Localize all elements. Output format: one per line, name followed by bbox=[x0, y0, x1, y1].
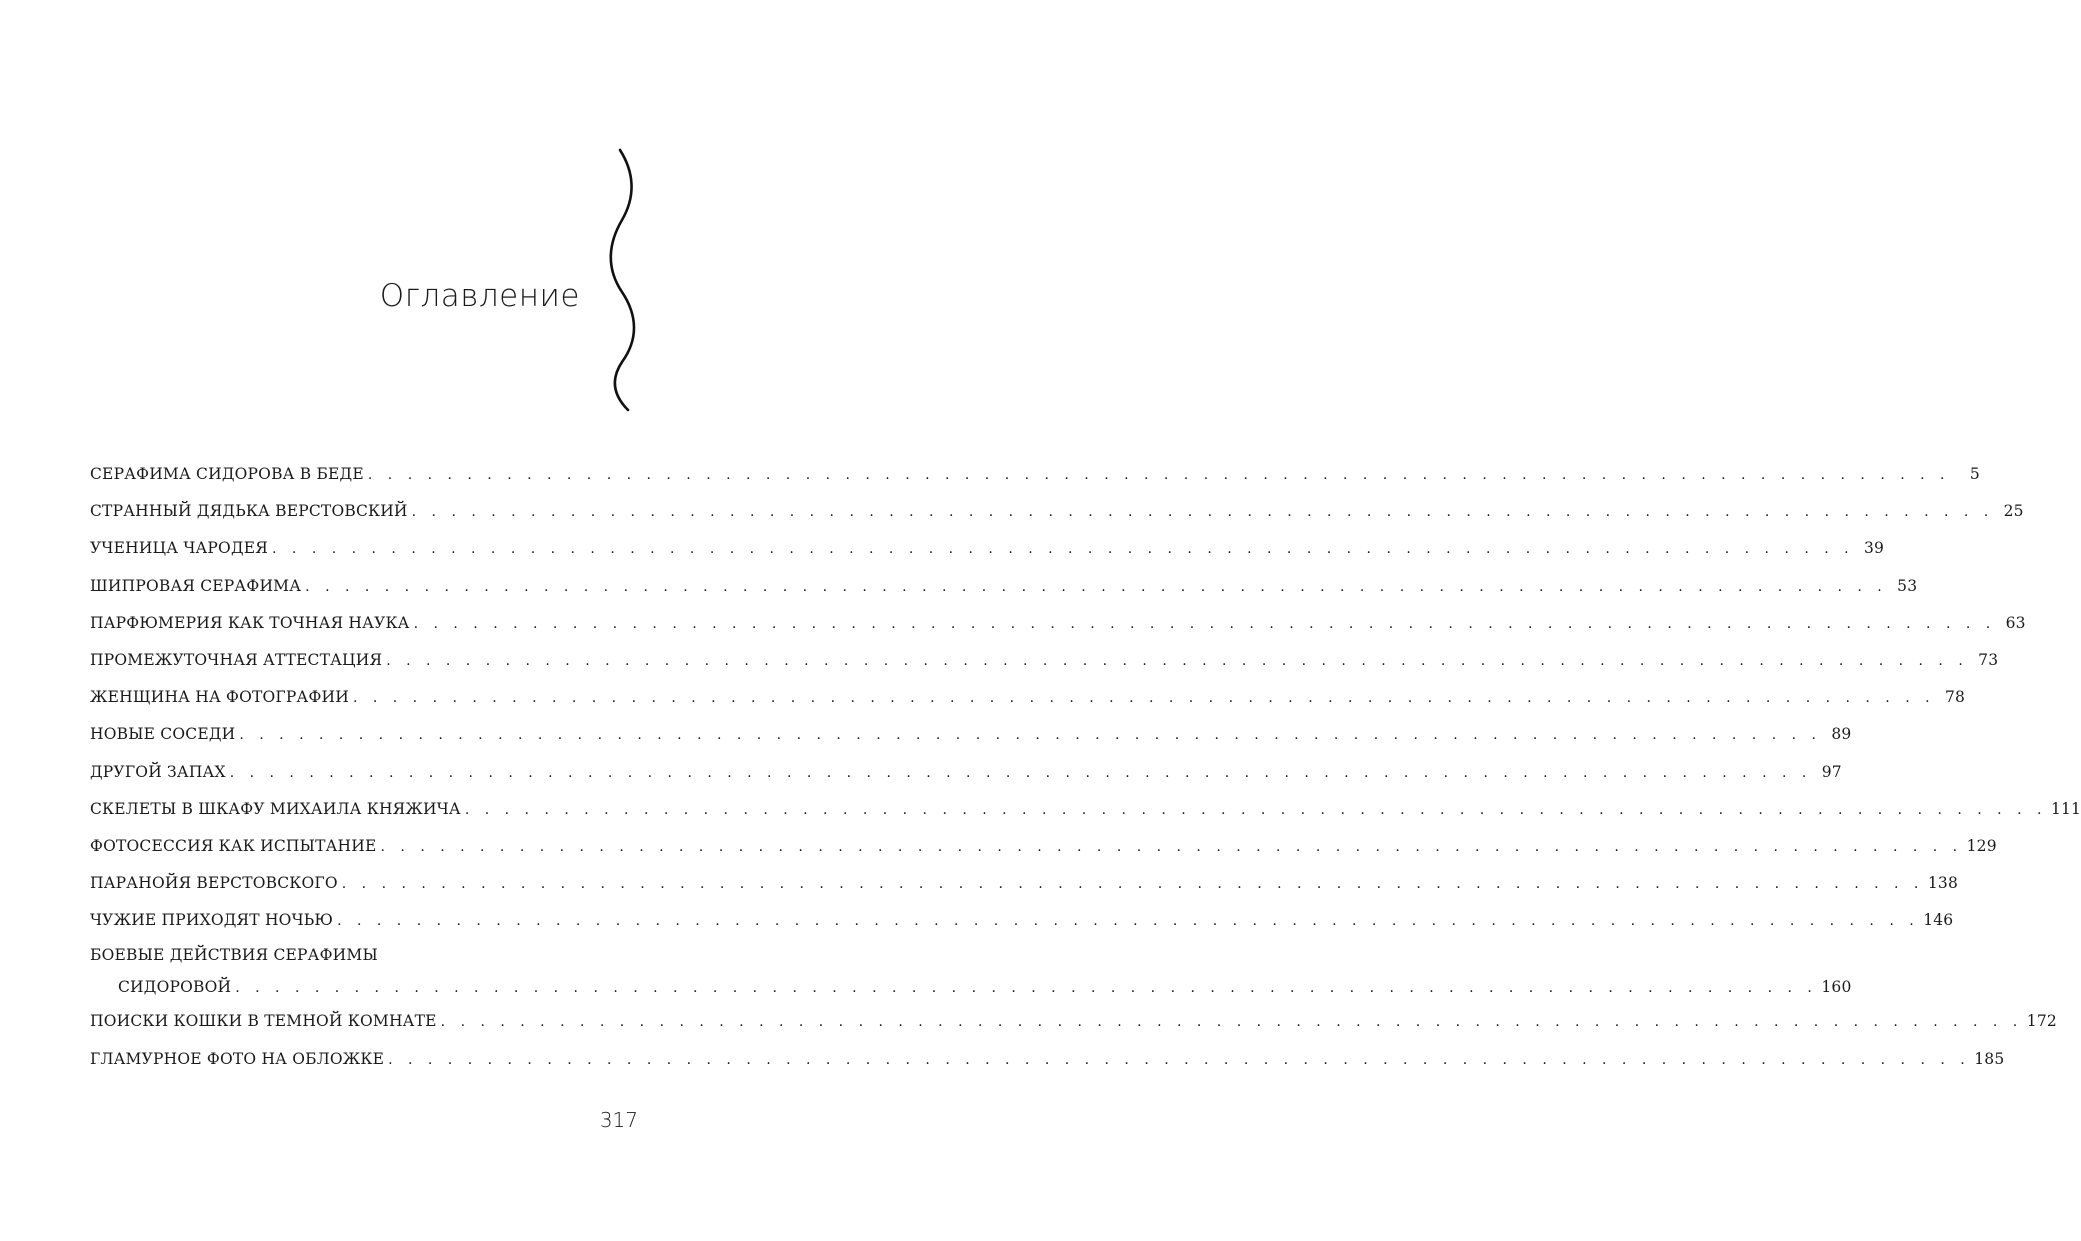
toc-entry-title: СЕРАФИМА СИДОРОВА В БЕДЕ bbox=[90, 465, 364, 483]
toc-entry-page: 160 bbox=[1821, 978, 1852, 997]
toc-entry-title: ПАРАНОЙЯ ВЕРСТОВСКОГО bbox=[90, 874, 338, 893]
toc-entry bbox=[90, 605, 2026, 642]
dot-leader: . . . . . . . . . . . . . . . . . . . . . . . . . . . . . . . . . . . . . . . . . . . . . . . . . . . . . . . . . . . . . . . . . . . . . . . . . . . . . . . . bbox=[411, 504, 1994, 521]
dot-leader: . . . . . . . . . . . . . . . . . . . . . . . . . . . . . . . . . . . . . . . . . . . . . . . . . . . . . . . . . . . . . . . . . . . . . . . . . . . . . . . . bbox=[305, 578, 1888, 595]
page-number: 317 bbox=[599, 1108, 638, 1132]
toc-entry-title: БОЕВЫЕ ДЕЙСТВИЯ СЕРАФИМЫ bbox=[90, 946, 378, 965]
toc-entry-title: ДРУГОЙ ЗАПАХ bbox=[90, 762, 226, 781]
toc-entry bbox=[90, 568, 1918, 605]
dot-leader: . . . . . . . . . . . . . . . . . . . . . . . . . . . . . . . . . . . . . . . . . . . . . . . . . . . . . . . . . . . . . . . . . . . . . . . . . . . . . . . . bbox=[229, 764, 1812, 781]
toc-entry-page: 172 bbox=[2026, 1012, 2057, 1031]
toc-entry-title: ПРОМЕЖУТОЧНАЯ АТТЕСТАЦИЯ bbox=[90, 650, 383, 669]
toc-entry bbox=[90, 754, 1842, 791]
wavy-line-ornament bbox=[598, 148, 642, 412]
toc-entry-title: ГЛАМУРНОЕ ФОТО НА ОБЛОЖКЕ bbox=[90, 1049, 385, 1068]
toc-entry bbox=[90, 791, 2081, 828]
toc-entry-title: СКЕЛЕТЫ В ШКАФУ МИХАИЛА КНЯЖИЧА bbox=[90, 799, 461, 818]
toc-entry bbox=[90, 828, 1997, 865]
toc-entry-page: 111 bbox=[2050, 799, 2081, 818]
toc-entry-page: 78 bbox=[1944, 688, 1966, 707]
toc-entry-page: 53 bbox=[1897, 576, 1918, 595]
toc-entry bbox=[90, 902, 1954, 939]
toc-entry bbox=[90, 939, 626, 971]
toc-entry-page: 89 bbox=[1831, 725, 1852, 744]
page-title: Оглавление bbox=[379, 278, 580, 314]
toc-entry-title: ПОИСКИ КОШКИ В ТЕМНОЙ КОМНАТЕ bbox=[90, 1012, 437, 1031]
dot-leader: . . . . . . . . . . . . . . . . . . . . . . . . . . . . . . . . . . . . . . . . . . . . . . . . . . . . . . . . . . . . . . . . . . . . . . . . . . . . . . . . bbox=[341, 876, 1924, 893]
dot-leader: . . . . . . . . . . . . . . . . . . . . . . . . . . . . . . . . . . . . . . . . . . . . . . . . . . . . . . . . . . . . . . . . . . . . . . . . . . . . . . . . bbox=[272, 541, 1855, 558]
toc-entry-title: СТРАННЫЙ ДЯДЬКА ВЕРСТОВСКИЙ bbox=[90, 502, 408, 521]
toc-entry-page: 185 bbox=[1974, 1049, 2005, 1068]
dot-leader: . . . . . . . . . . . . . . . . . . . . . . . . . . . . . . . . . . . . . . . . . . . . . . . . . . . . . . . . . . . . . . . . . . . . . . . . . . . . . . . . bbox=[235, 980, 1818, 997]
toc-entry-title: ЧУЖИЕ ПРИХОДЯТ НОЧЬЮ bbox=[90, 911, 334, 930]
toc-entry bbox=[90, 865, 1959, 902]
toc-entry-page: 25 bbox=[2003, 502, 2024, 521]
toc-entry-page: 146 bbox=[1923, 911, 1954, 930]
toc-entry-title: ФОТОСЕССИЯ КАК ИСПЫТАНИЕ bbox=[90, 836, 377, 855]
toc-entry-title: НОВЫЕ СОСЕДИ bbox=[90, 725, 236, 744]
dot-leader: . . . . . . . . . . . . . . . . . . . . . . . . . . . . . . . . . . . . . . . . . . . . . . . . . . . . . . . . . . . . . . . . . . . . . . . . . . . . . . . . bbox=[352, 690, 1936, 707]
toc-entry-page: 97 bbox=[1821, 762, 1842, 781]
dot-leader: . . . . . . . . . . . . . . . . . . . . . . . . . . . . . . . . . . . . . . . . . . . . . . . . . . . . . . . . . . . . . . . . . . . . . . . . . . . . . . . . bbox=[413, 615, 1996, 632]
toc-entry-continuation bbox=[90, 971, 1852, 1003]
toc-entry bbox=[90, 679, 1966, 716]
toc-entry-title: ПАРФЮМЕРИЯ КАК ТОЧНАЯ НАУКА bbox=[90, 613, 410, 632]
dot-leader: . . . . . . . . . . . . . . . . . . . . . . . . . . . . . . . . . . . . . . . . . . . . . . . . . . . . . . . . . . . . . . . . . . . . . . . . . . . . . . . . bbox=[239, 727, 1822, 744]
dot-leader: . . . . . . . . . . . . . . . . . . . . . . . . . . . . . . . . . . . . . . . . . . . . . . . . . . . . . . . . . . . . . . . . . . . . . . . . . . . . . . . . bbox=[464, 801, 2047, 818]
dot-leader: . . . . . . . . . . . . . . . . . . . . . . . . . . . . . . . . . . . . . . . . . . . . . . . . . . . . . . . . . . . . . . . . . . . . . . . . . . . . . . . . bbox=[380, 838, 1963, 855]
toc-entry-title-continuation: СИДОРОВОЙ bbox=[118, 978, 232, 997]
toc-entry bbox=[90, 456, 1980, 493]
toc-entry-title: ЖЕНЩИНА НА ФОТОГРАФИИ bbox=[90, 688, 349, 707]
toc-entry bbox=[90, 716, 1852, 753]
toc-entry bbox=[90, 530, 1885, 567]
dot-leader: . . . . . . . . . . . . . . . . . . . . . . . . . . . . . . . . . . . . . . . . . . . . . . . . . . . . . . . . . . . . . . . . . . . . . . . . . . . . . . . . bbox=[367, 467, 1950, 483]
dot-leader: . . . . . . . . . . . . . . . . . . . . . . . . . . . . . . . . . . . . . . . . . . . . . . . . . . . . . . . . . . . . . . . . . . . . . . . . . . . . . . . . bbox=[386, 652, 1969, 669]
toc-entry bbox=[90, 642, 1999, 679]
toc-entry bbox=[90, 1041, 2005, 1078]
toc-entry bbox=[90, 493, 2024, 530]
dot-leader: . . . . . . . . . . . . . . . . . . . . . . . . . . . . . . . . . . . . . . . . . . . . . . . . . . . . . . . . . . . . . . . . . . . . . . . . . . . . . . . . bbox=[440, 1014, 2023, 1031]
toc-entry bbox=[90, 1003, 2057, 1040]
dot-leader: . . . . . . . . . . . . . . . . . . . . . . . . . . . . . . . . . . . . . . . . . . . . . . . . . . . . . . . . . . . . . . . . . . . . . . . . . . . . . . . . bbox=[388, 1051, 1971, 1068]
toc-entry-page: 5 bbox=[1969, 465, 1980, 483]
toc-entry-page: 63 bbox=[2005, 613, 2026, 632]
toc-entry-page: 73 bbox=[1978, 650, 1999, 669]
table-of-contents bbox=[90, 456, 2081, 1078]
toc-entry-page: 138 bbox=[1927, 874, 1959, 893]
toc-entry-title: УЧЕНИЦА ЧАРОДЕЯ bbox=[90, 539, 269, 558]
toc-entry-page: 39 bbox=[1863, 539, 1885, 558]
toc-entry-title: ШИПРОВАЯ СЕРАФИМА bbox=[90, 576, 302, 595]
toc-entry-page: 129 bbox=[1966, 836, 1997, 855]
dot-leader: . . . . . . . . . . . . . . . . . . . . . . . . . . . . . . . . . . . . . . . . . . . . . . . . . . . . . . . . . . . . . . . . . . . . . . . . . . . . . . . . bbox=[337, 913, 1920, 930]
